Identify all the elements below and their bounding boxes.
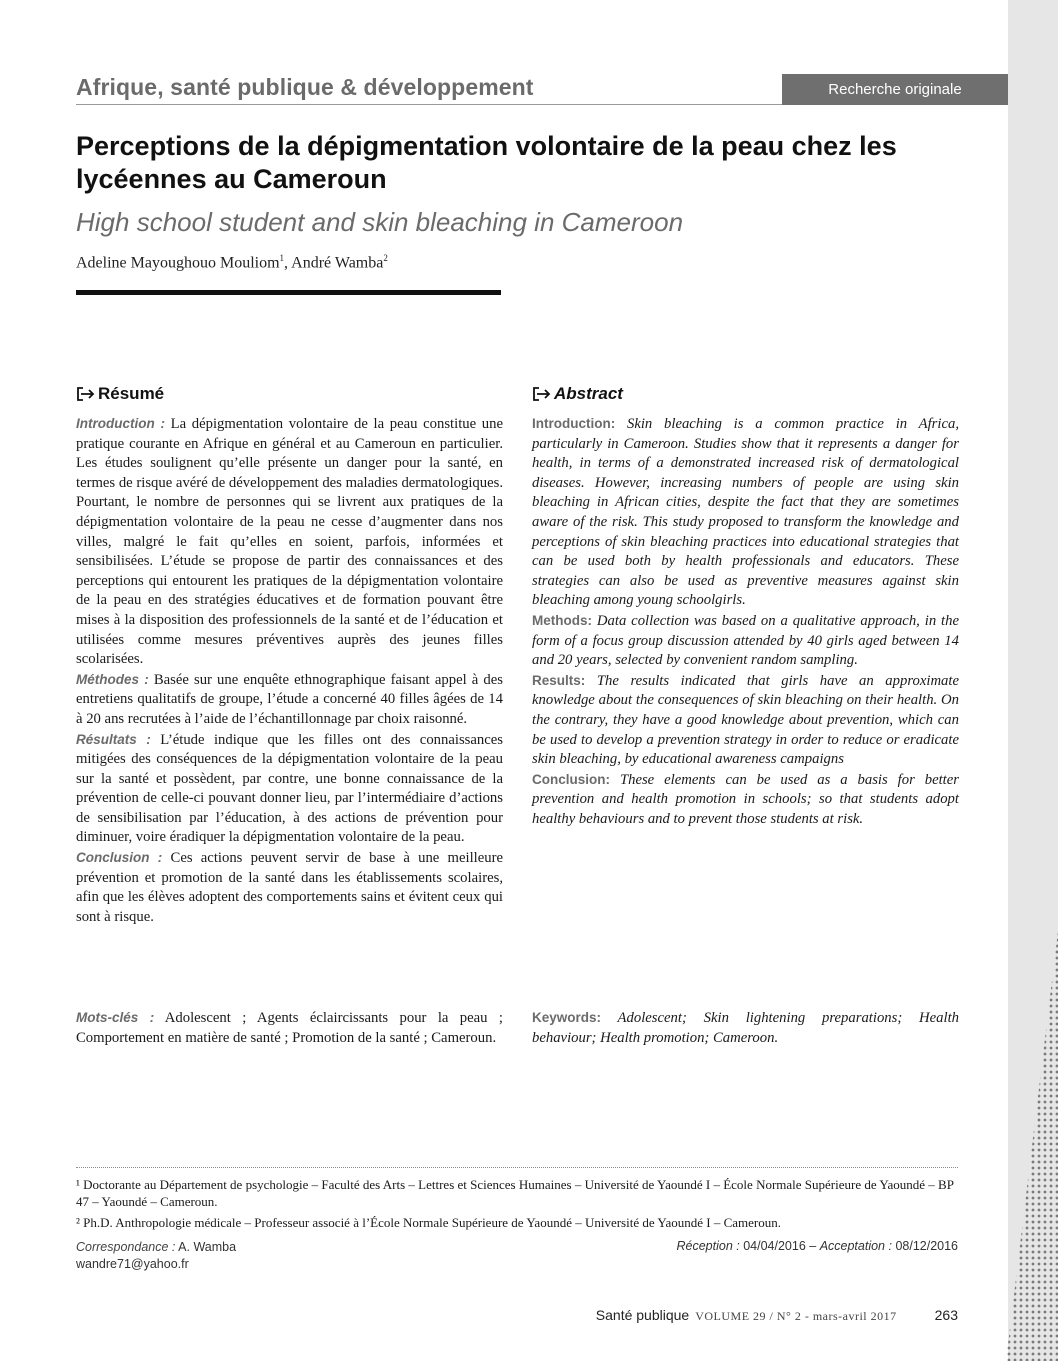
section-text: The results indicated that girls have an approximate knowledge about the consequences of skin bleaching on their health. On the contrary, they have a good knowledge about prevention, which can be used to develop a prevention strategy in order to reduce or eradicate skin bleaching, by educational awareness campaigns (532, 672, 960, 768)
arrow-box-icon (532, 386, 552, 402)
section-label: Results: (532, 672, 586, 688)
footer-volume: VOLUME 29 / N° 2 - mars-avril 2017 (695, 1309, 897, 1323)
section-text: L’étude indique que les filles ont des connaissances mitigées des conséquences de la dépigmentation volontaire de la peau sur la santé et possèdent, par contre, une bonne connaissance de la prévention de celle-ci pouvant donner lieu, par l’intermédiaire d’actions de sensibilisation par l’éducation, à des actions de prévention pour diminuer, voire éradiquer la dépigmentation volontaire de la peau. (76, 731, 504, 846)
acceptance-label: Acceptation : (819, 1239, 892, 1253)
submission-dates (677, 1239, 959, 1253)
keywords-label: Mots-clés : (76, 1010, 155, 1025)
abstract-heading (532, 384, 623, 404)
journal-name: Afrique, santé publique & développement (76, 74, 534, 100)
author-name: André Wamba (291, 254, 384, 272)
resume-introduction (76, 414, 503, 670)
resume-methods (76, 670, 503, 730)
resume-heading-text: Résumé (98, 384, 165, 403)
keywords-en (532, 1008, 959, 1048)
resume-conclusion (76, 848, 503, 927)
affiliation-marker: 2 (383, 253, 388, 263)
section-label: Conclusion : (76, 850, 163, 866)
correspondence-email[interactable]: wandre71@yahoo.fr (76, 1257, 189, 1271)
resume-body (76, 414, 503, 927)
keywords-label: Keywords: (532, 1010, 602, 1025)
arrow-box-icon (76, 386, 96, 402)
correspondence-name: A. Wamba (178, 1240, 237, 1254)
section-label: Résultats : (76, 731, 151, 747)
article-subtitle: High school student and skin bleaching in Cameroon (76, 207, 684, 237)
date-separator: – (805, 1239, 820, 1253)
section-text: Skin bleaching is a common practice in Africa, particularly in Cameroon. Studies show that it represents a danger for health, in terms of a demonstrated increased risk of dermatological diseases. However, increasing numbers of people are using skin bleaching in African cities, despite the fact that they are sometimes aware of the risk. This study proposed to transform the knowledge and perceptions of skin bleaching practices into educational strategies that can be used both by health professionals and educators. These strategies can also be used as preventive measures against skin bleaching among young schoolgirls. (532, 416, 959, 609)
correspondence-label: Correspondance : (76, 1240, 176, 1254)
section-text: La dépigmentation volontaire de la peau constitue une pratique courante en Afrique en général et au Cameroun en particulier. Les études soulignent qu’elle présente un danger pour la santé, en termes de risque avéré de développement des maladies dermatologiques. Pourtant, le nombre de personnes qui se livrent aux pratiques de la dépigmentation volontaire de la peau ne cesse d’augmenter dans nos villes, malgré le fait qu’elles en soient, parfois, informées et sensibilisées. L’étude se propose de partir des connaissances et des perceptions qui entourent les pratiques de la dépigmentation volontaire de la peau en des stratégies éducatives et de formation pouvant être mises à la disposition des professionnels de la santé et de l’éducation et utilisées comme mesures préventives auprès des jeunes filles scolarisées. (76, 416, 504, 668)
abstract-body (532, 414, 959, 829)
reception-date: 04/04/2016 (743, 1239, 806, 1253)
article-title: Perceptions de la dépigmentation volontaire de la peau chez les lycéennes au Cameroun (76, 131, 897, 194)
reception-label: Réception : (676, 1239, 740, 1253)
footnote-rule (76, 1167, 958, 1168)
abstract-results (532, 671, 959, 770)
abstract-methods (532, 611, 959, 671)
section-label: Introduction: (532, 416, 616, 431)
acceptance-date: 08/12/2016 (895, 1239, 958, 1253)
author-separator: , (284, 254, 292, 272)
correspondence (76, 1239, 236, 1273)
abstract-conclusion (532, 770, 959, 830)
footnotes (76, 1176, 958, 1235)
section-text: These elements can be used as a basis for better prevention and health promotion in schools; so that students adopt healthy behaviours and to prevent those students at risk. (532, 771, 959, 827)
affiliation-marker: 1 (279, 253, 285, 263)
section-text: Ces actions peuvent servir de base à une meilleure prévention et promotion de la santé dans les établissements scolaires, afin que les élèves adoptent des comportements sains et évitent ceux qui sont à risque. (76, 850, 504, 925)
keywords-fr (76, 1008, 503, 1048)
resume-results (76, 730, 503, 849)
section-label: Conclusion: (532, 771, 610, 787)
title-rule (76, 290, 501, 295)
header-rule (76, 104, 782, 105)
footnote-2: ² Ph.D. Anthropologie médicale – Professeur associé à l’École Normale Supérieure de Yaoundé – Université de Yaoundé I – Cameroun. (76, 1215, 782, 1230)
abstract-heading-text: Abstract (554, 384, 623, 403)
keywords-text: Adolescent ; Agents éclaircissants pour la peau ; Comportement en matière de santé ; Promotion de la santé ; Cameroun. (76, 1010, 503, 1046)
section-text: Basée sur une enquête ethnographique faisant appel à des entretiens qualitatifs de groupe, l’étude a concerné 40 filles âgées de 14 à 20 ans recrutées à l’aide de l’échantillonnage par choix raisonné. (76, 671, 503, 727)
abstract-introduction (532, 414, 959, 611)
footnote-1: ¹ Doctorante au Département de psychologie – Faculté des Arts – Lettres et Sciences Humaines – Université de Yaoundé I – École Normale Supérieure de Yaoundé – BP 47 – Yaoundé – Cameroun. (76, 1177, 954, 1209)
author-list (76, 253, 388, 272)
footer-journal: Santé publique (595, 1307, 690, 1323)
page-number: 263 (934, 1307, 958, 1323)
section-label: Methods: (532, 612, 592, 628)
section-text: Data collection was based on a qualitative approach, in the form of a focus group discussion attended by 40 girls aged between 14 and 20 years, selected by convenient random sampling. (532, 612, 959, 669)
page-footer (596, 1307, 958, 1324)
section-label: Introduction : (76, 416, 165, 431)
keywords-text: Adolescent; Skin lightening preparations; Health behaviour; Health promotion; Cameroon. (532, 1010, 959, 1046)
section-label: Méthodes : (76, 671, 149, 687)
section-tag: Recherche originale (782, 74, 1008, 105)
resume-heading (76, 384, 164, 404)
author-name: Adeline Mayoughouo Mouliom (76, 254, 280, 272)
